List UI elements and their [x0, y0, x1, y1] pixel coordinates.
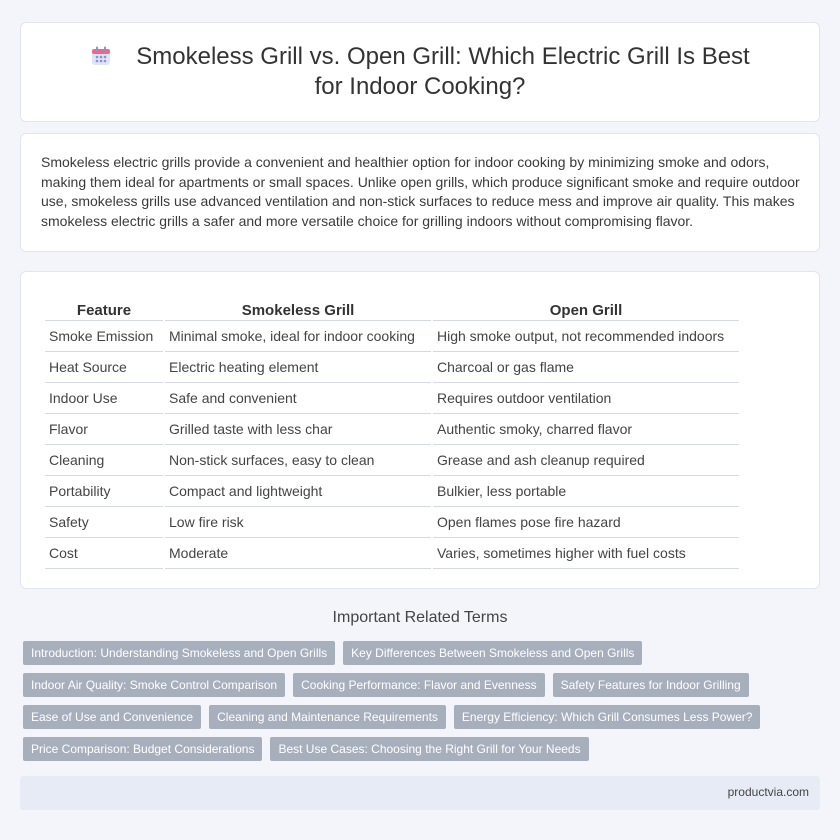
- related-term-tag[interactable]: Price Comparison: Budget Considerations: [23, 737, 262, 761]
- table-cell: Grease and ash cleanup required: [433, 445, 739, 476]
- table-cell: Bulkier, less portable: [433, 476, 739, 507]
- table-cell: Safety: [45, 507, 163, 538]
- table-cell: Open flames pose fire hazard: [433, 507, 739, 538]
- tag-row: [23, 641, 803, 665]
- table-cell: Cleaning: [45, 445, 163, 476]
- table-row: [45, 445, 739, 476]
- table-cell: Portability: [45, 476, 163, 507]
- related-term-tag[interactable]: Energy Efficiency: Which Grill Consumes Less Power?: [454, 705, 761, 729]
- table-cell: Low fire risk: [165, 507, 431, 538]
- table-cell: Smoke Emission: [45, 321, 163, 352]
- title-card: [20, 22, 820, 122]
- table-row: [45, 383, 739, 414]
- table-row: [45, 321, 739, 352]
- table-cell: Indoor Use: [45, 383, 163, 414]
- related-term-tag[interactable]: Key Differences Between Smokeless and Open Grills: [343, 641, 642, 665]
- related-term-tag[interactable]: Safety Features for Indoor Grilling: [553, 673, 749, 697]
- footer-site-link[interactable]: productvia.com: [727, 785, 809, 799]
- table-cell: Grilled taste with less char: [165, 414, 431, 445]
- table-header-row: [45, 295, 739, 321]
- table-cell: Requires outdoor ventilation: [433, 383, 739, 414]
- table-row: [45, 538, 739, 569]
- tag-row: [23, 705, 803, 729]
- related-term-tag[interactable]: Best Use Cases: Choosing the Right Grill for Your Needs: [270, 737, 588, 761]
- related-term-tag[interactable]: Introduction: Understanding Smokeless and Open Grills: [23, 641, 335, 665]
- comparison-table: [43, 295, 741, 569]
- header-smokeless: Smokeless Grill: [165, 295, 431, 321]
- table-cell: Safe and convenient: [165, 383, 431, 414]
- tag-row: [23, 673, 803, 697]
- intro-paragraph: Smokeless electric grills provide a convenient and healthier option for indoor cooking by minimizing smoke and odors, making them ideal for apartments or small spaces. Unlike open grills, which produce significant smoke and require outdoor use, smokeless grills use advanced ventilation and non-stick surfaces to reduce mess and improve air quality. This makes smokeless electric grills a safer and more versatile choice for grilling indoors without compromising flavor.: [41, 154, 800, 229]
- table-cell: High smoke output, not recommended indoors: [433, 321, 739, 352]
- intro-card: [20, 133, 820, 252]
- related-terms-title: Important Related Terms: [332, 609, 508, 626]
- calendar-icon: [90, 45, 112, 67]
- related-term-tag[interactable]: Ease of Use and Convenience: [23, 705, 201, 729]
- related-terms-list: [23, 641, 803, 769]
- header-feature: Feature: [45, 295, 163, 321]
- footer-bar: [20, 776, 820, 810]
- table-cell: Heat Source: [45, 352, 163, 383]
- table-row: [45, 476, 739, 507]
- table-cell: Moderate: [165, 538, 431, 569]
- table-cell: Minimal smoke, ideal for indoor cooking: [165, 321, 431, 352]
- table-cell: Cost: [45, 538, 163, 569]
- table-row: [45, 507, 739, 538]
- table-cell: Authentic smoky, charred flavor: [433, 414, 739, 445]
- table-row: [45, 352, 739, 383]
- header-open: Open Grill: [433, 295, 739, 321]
- table-cell: Electric heating element: [165, 352, 431, 383]
- table-cell: Varies, sometimes higher with fuel costs: [433, 538, 739, 569]
- related-term-tag[interactable]: Cleaning and Maintenance Requirements: [209, 705, 446, 729]
- table-row: [45, 414, 739, 445]
- tag-row: [23, 737, 803, 761]
- page-title: Smokeless Grill vs. Open Grill: Which Electric Grill Is Best for Indoor Cooking?: [136, 43, 750, 100]
- related-term-tag[interactable]: Cooking Performance: Flavor and Evenness: [293, 673, 544, 697]
- table-cell: Flavor: [45, 414, 163, 445]
- comparison-card: [20, 271, 820, 589]
- table-cell: Compact and lightweight: [165, 476, 431, 507]
- related-term-tag[interactable]: Indoor Air Quality: Smoke Control Comparison: [23, 673, 285, 697]
- table-cell: Non-stick surfaces, easy to clean: [165, 445, 431, 476]
- table-cell: Charcoal or gas flame: [433, 352, 739, 383]
- page-title-wrap: [21, 42, 819, 102]
